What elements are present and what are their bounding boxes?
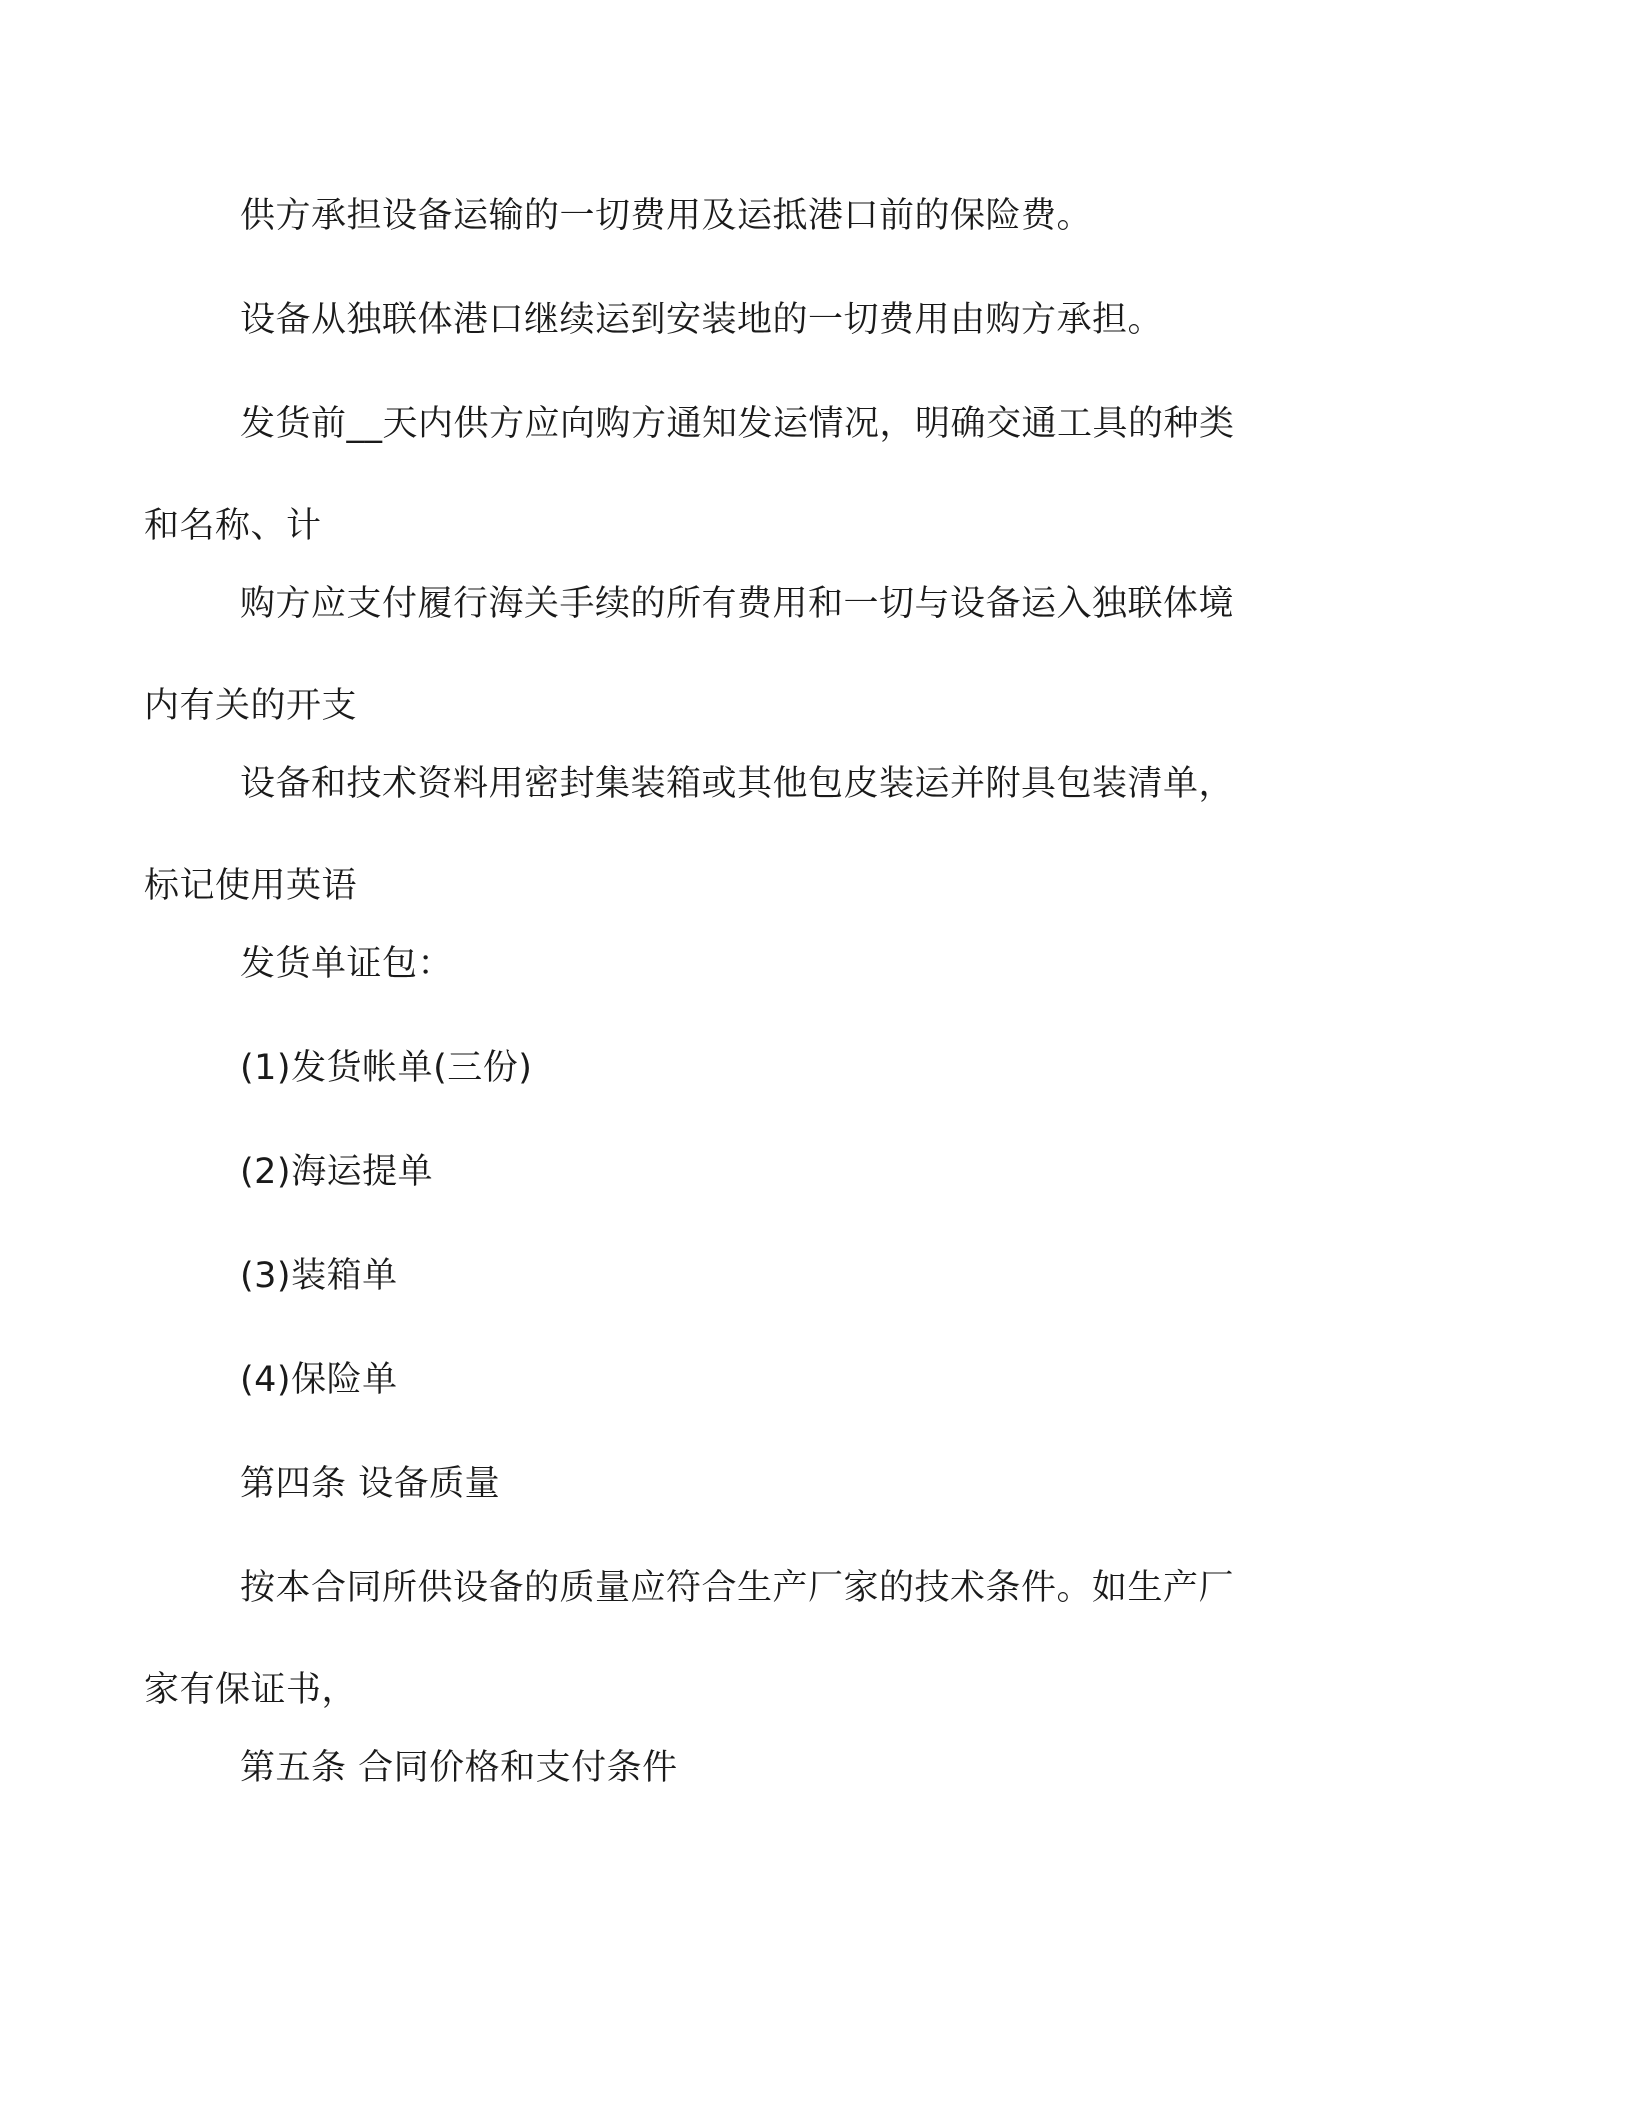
list-item [240, 1142, 1380, 1202]
paragraph-continuation: 内有关的开支 [144, 686, 358, 726]
paragraph-text: 设备从独联体港口继续运到安装地的一切费用由购方承担。 [240, 300, 1164, 340]
list-item [240, 1246, 1380, 1306]
paragraph-text: 购方应支付履行海关手续的所有费用和一切与设备运入独联体境 [240, 584, 1235, 624]
paragraph-text: 发货单证包： [240, 944, 454, 984]
paragraph-equipment-quality [144, 1558, 1380, 1720]
paragraph-shipping-documents [240, 934, 1380, 994]
list-item-text: (1)发货帐单(三份) [240, 1048, 533, 1088]
paragraph-text: 发货前__天内供方应向购方通知发运情况，明确交通工具的种类 [240, 404, 1235, 444]
section-heading-article-5 [240, 1738, 1380, 1798]
paragraph-text: 设备和技术资料用密封集装箱或其他包皮装运并附具包装清单， [240, 764, 1235, 804]
paragraph-customs-fees [144, 574, 1380, 736]
list-item-text: (4)保险单 [240, 1360, 398, 1400]
paragraph-transport-costs [240, 186, 1380, 246]
section-heading-text: 第四条 设备质量 [240, 1464, 501, 1504]
paragraph-shipping-notice [144, 394, 1380, 556]
list-item-text: (2)海运提单 [240, 1152, 434, 1192]
list-item [240, 1038, 1380, 1098]
section-heading-article-4 [240, 1454, 1380, 1514]
section-heading-text: 第五条 合同价格和支付条件 [240, 1748, 678, 1788]
paragraph-continuation: 和名称、计 [144, 506, 322, 546]
paragraph-continuation: 标记使用英语 [144, 866, 358, 906]
paragraph-onward-transport [240, 290, 1380, 350]
paragraph-text: 供方承担设备运输的一切费用及运抵港口前的保险费。 [240, 196, 1093, 236]
paragraph-continuation: 家有保证书， [144, 1670, 358, 1710]
paragraph-text: 按本合同所供设备的质量应符合生产厂家的技术条件。如生产厂 [240, 1568, 1235, 1608]
list-item [240, 1350, 1380, 1410]
list-item-text: (3)装箱单 [240, 1256, 398, 1296]
paragraph-packaging [144, 754, 1380, 916]
